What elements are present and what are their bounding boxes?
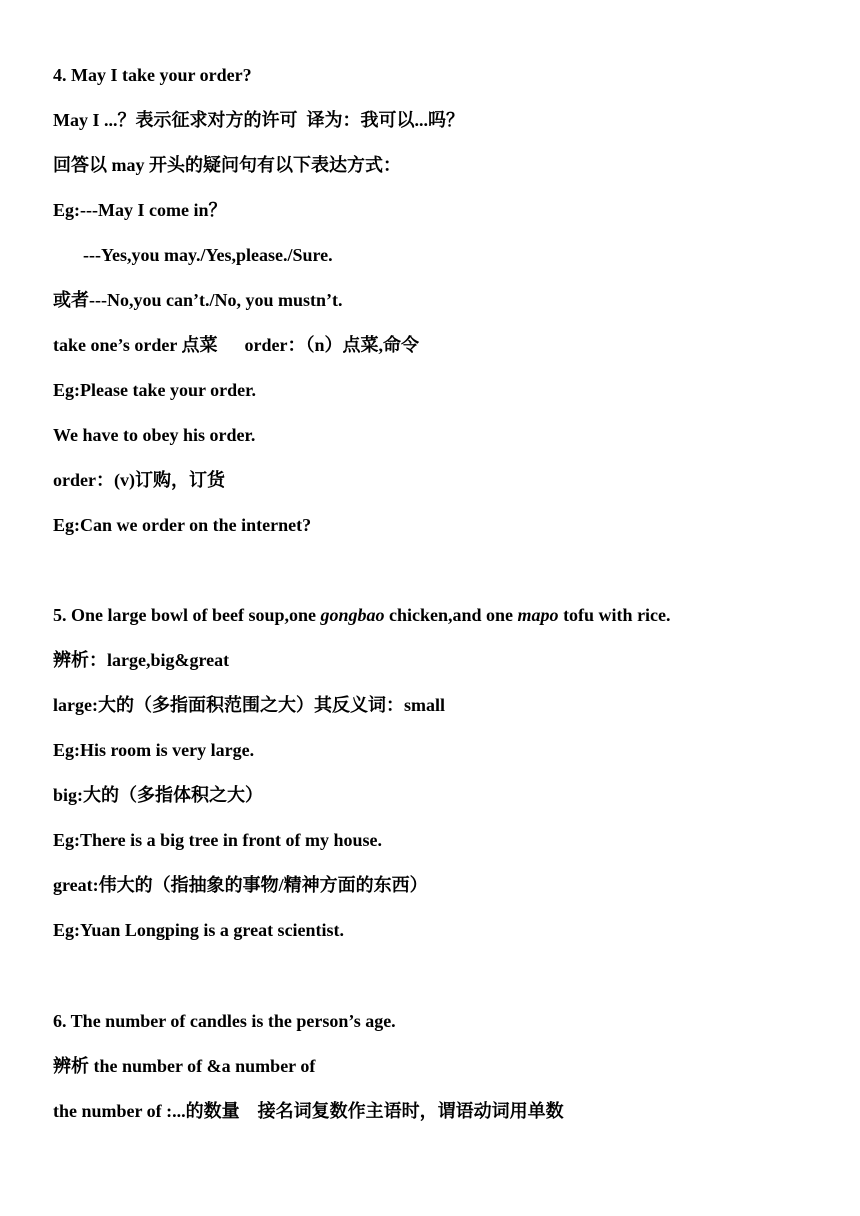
section-6-line-2: the number of :...的数量 接名词复数作主语时，谓语动词用单数 — [53, 1101, 564, 1121]
section-4-line-4: ---Yes,you may./Yes,please./Sure. — [83, 245, 333, 265]
section-4-line-9: order：(v)订购，订货 — [53, 470, 225, 490]
section-5-line-6: great:伟大的（指抽象的事物/精神方面的东西） — [53, 875, 428, 895]
section-6-line-1: 辨析 the number of &a number of — [53, 1056, 316, 1076]
section-4-line-2: 回答以 may 开头的疑问句有以下表达方式： — [53, 155, 401, 175]
section-5-line-2: large:大的（多指面积范围之大）其反义词：small — [53, 695, 445, 715]
section-5-line-1: 辨析：large,big&great — [53, 650, 230, 670]
section-5-heading-italic-1: gongbao — [320, 605, 385, 625]
section-4-line-3: Eg:---May I come in？ — [53, 200, 227, 220]
section-4-line-8: We have to obey his order. — [53, 425, 256, 445]
section-4-heading: 4. May I take your order? — [53, 65, 252, 85]
section-5-line-4: big:大的（多指体积之大） — [53, 785, 264, 805]
section-5-heading — [53, 604, 671, 626]
section-5-line-7: Eg:Yuan Longping is a great scientist. — [53, 920, 345, 940]
section-4-line-6: take one’s order 点菜 order：（n）点菜,命令 — [53, 335, 419, 355]
section-6-heading: 6. The number of candles is the person’s age. — [53, 1011, 396, 1031]
section-4-line-10: Eg:Can we order on the internet? — [53, 515, 312, 535]
section-4-line-5: 或者---No,you can’t./No, you mustn’t. — [53, 290, 343, 310]
section-5-heading-part-2: chicken,and one — [384, 605, 518, 625]
section-4-line-7: Eg:Please take your order. — [53, 380, 256, 400]
section-5-line-3: Eg:His room is very large. — [53, 740, 255, 760]
section-5-heading-part-3: tofu with rice. — [558, 605, 671, 625]
section-5-line-5: Eg:There is a big tree in front of my house. — [53, 830, 382, 850]
section-4-line-1: May I ...？表示征求对方的许可 译为：我可以...吗？ — [53, 110, 464, 130]
section-5-heading-italic-2: mapo — [517, 605, 559, 625]
section-5-heading-part-1: 5. One large bowl of beef soup,one — [53, 605, 321, 625]
